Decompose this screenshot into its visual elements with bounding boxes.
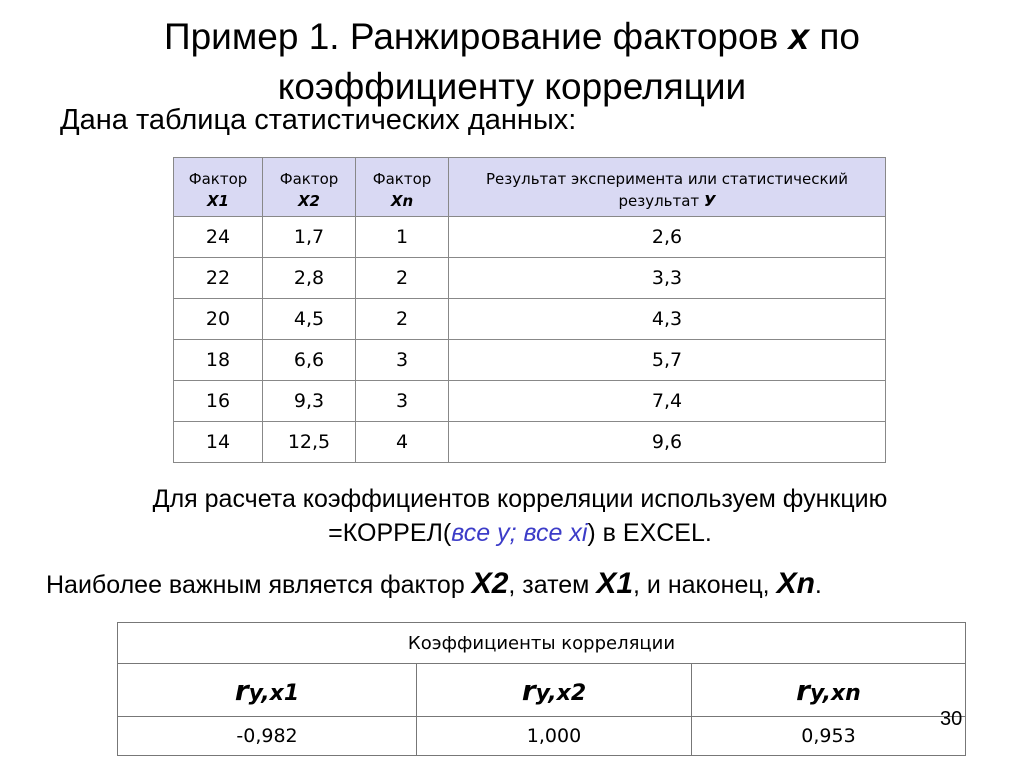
correl-note: [60, 482, 980, 550]
header-factor-xn: [356, 158, 449, 217]
title-text-end: по: [809, 16, 860, 57]
cell-x2: 2,8: [263, 258, 356, 299]
table-row: [174, 217, 886, 258]
r-subscript: y,x2: [535, 680, 587, 706]
factor-xn-label: Xn: [776, 567, 815, 600]
cell-xn: 4: [356, 422, 449, 463]
r-letter: r: [796, 673, 810, 707]
correlation-caption-row: [118, 623, 966, 664]
correlation-values-row: [118, 717, 966, 756]
symbol-r-y-x2: [417, 664, 692, 717]
page-number: 30: [940, 708, 963, 730]
cell-x2: 9,3: [263, 381, 356, 422]
header-factor-x2: [263, 158, 356, 217]
conclusion-part: , и наконец,: [633, 571, 777, 599]
title-line-1: [0, 12, 1024, 62]
factor-x2-label: X2: [471, 567, 509, 600]
conclusion-part: Наиболее важным является фактор: [46, 571, 472, 599]
correlation-table: [117, 622, 966, 756]
header-word: Результат эксперимента или статистический: [485, 170, 849, 188]
cell-x2: 12,5: [263, 422, 356, 463]
note-function: =КОРРЕЛ(: [328, 519, 452, 547]
title-line-2: коэффициенту корреляции: [277, 66, 747, 107]
note-arguments: все y; все xi: [451, 519, 588, 547]
r-subscript: y,x1: [248, 680, 300, 706]
intro-text: Дана таблица статистических данных:: [60, 104, 577, 136]
table-row: [174, 258, 886, 299]
cell-y: 5,7: [449, 340, 886, 381]
symbol-r-y-x1: [118, 664, 417, 717]
cell-x1: 16: [174, 381, 263, 422]
title-text: Пример 1. Ранжирование факторов: [164, 16, 789, 57]
cell-y: 2,6: [449, 217, 886, 258]
header-word: Фактор: [188, 170, 248, 188]
statistics-table: [173, 157, 886, 463]
header-var: X1: [206, 192, 229, 210]
header-result-y: [449, 158, 886, 217]
value-r-y-x1: -0,982: [118, 717, 417, 756]
slide-title: [0, 12, 1024, 112]
table-row: [174, 340, 886, 381]
table-row: [174, 299, 886, 340]
value-r-y-x2: 1,000: [417, 717, 692, 756]
cell-xn: 2: [356, 258, 449, 299]
factor-x1-label: X1: [596, 567, 634, 600]
correlation-caption: Коэффициенты корреляции: [118, 623, 966, 664]
conclusion-part: .: [814, 571, 822, 599]
cell-x1: 22: [174, 258, 263, 299]
header-var: X2: [297, 192, 320, 210]
cell-x2: 6,6: [263, 340, 356, 381]
cell-x1: 14: [174, 422, 263, 463]
title-variable: x: [788, 16, 810, 57]
cell-xn: 3: [356, 381, 449, 422]
r-subscript: y,xn: [809, 680, 861, 706]
cell-y: 4,3: [449, 299, 886, 340]
table-row: [174, 381, 886, 422]
cell-y: 3,3: [449, 258, 886, 299]
r-letter: r: [234, 673, 249, 707]
note-excel: ) в EXCEL.: [587, 519, 712, 547]
cell-x2: 4,5: [263, 299, 356, 340]
cell-xn: 3: [356, 340, 449, 381]
r-letter: r: [521, 673, 536, 707]
header-word-2: результат: [618, 192, 704, 210]
note-line-1: Для расчета коэффициентов корреляции используем функцию: [152, 485, 888, 513]
header-var: Xn: [390, 192, 414, 210]
cell-x1: 18: [174, 340, 263, 381]
cell-y: 9,6: [449, 422, 886, 463]
cell-y: 7,4: [449, 381, 886, 422]
table-row: [174, 422, 886, 463]
header-var: У: [703, 192, 716, 210]
correlation-symbols-row: [118, 664, 966, 717]
cell-xn: 2: [356, 299, 449, 340]
table-header-row: [174, 158, 886, 217]
cell-xn: 1: [356, 217, 449, 258]
header-word: Фактор: [372, 170, 432, 188]
value-r-y-xn: 0,953: [692, 717, 966, 756]
conclusion-part: , затем: [508, 571, 597, 599]
conclusion-text: [46, 567, 822, 601]
header-factor-x1: [174, 158, 263, 217]
cell-x2: 1,7: [263, 217, 356, 258]
cell-x1: 20: [174, 299, 263, 340]
symbol-r-y-xn: [692, 664, 966, 717]
cell-x1: 24: [174, 217, 263, 258]
header-word: Фактор: [279, 170, 339, 188]
